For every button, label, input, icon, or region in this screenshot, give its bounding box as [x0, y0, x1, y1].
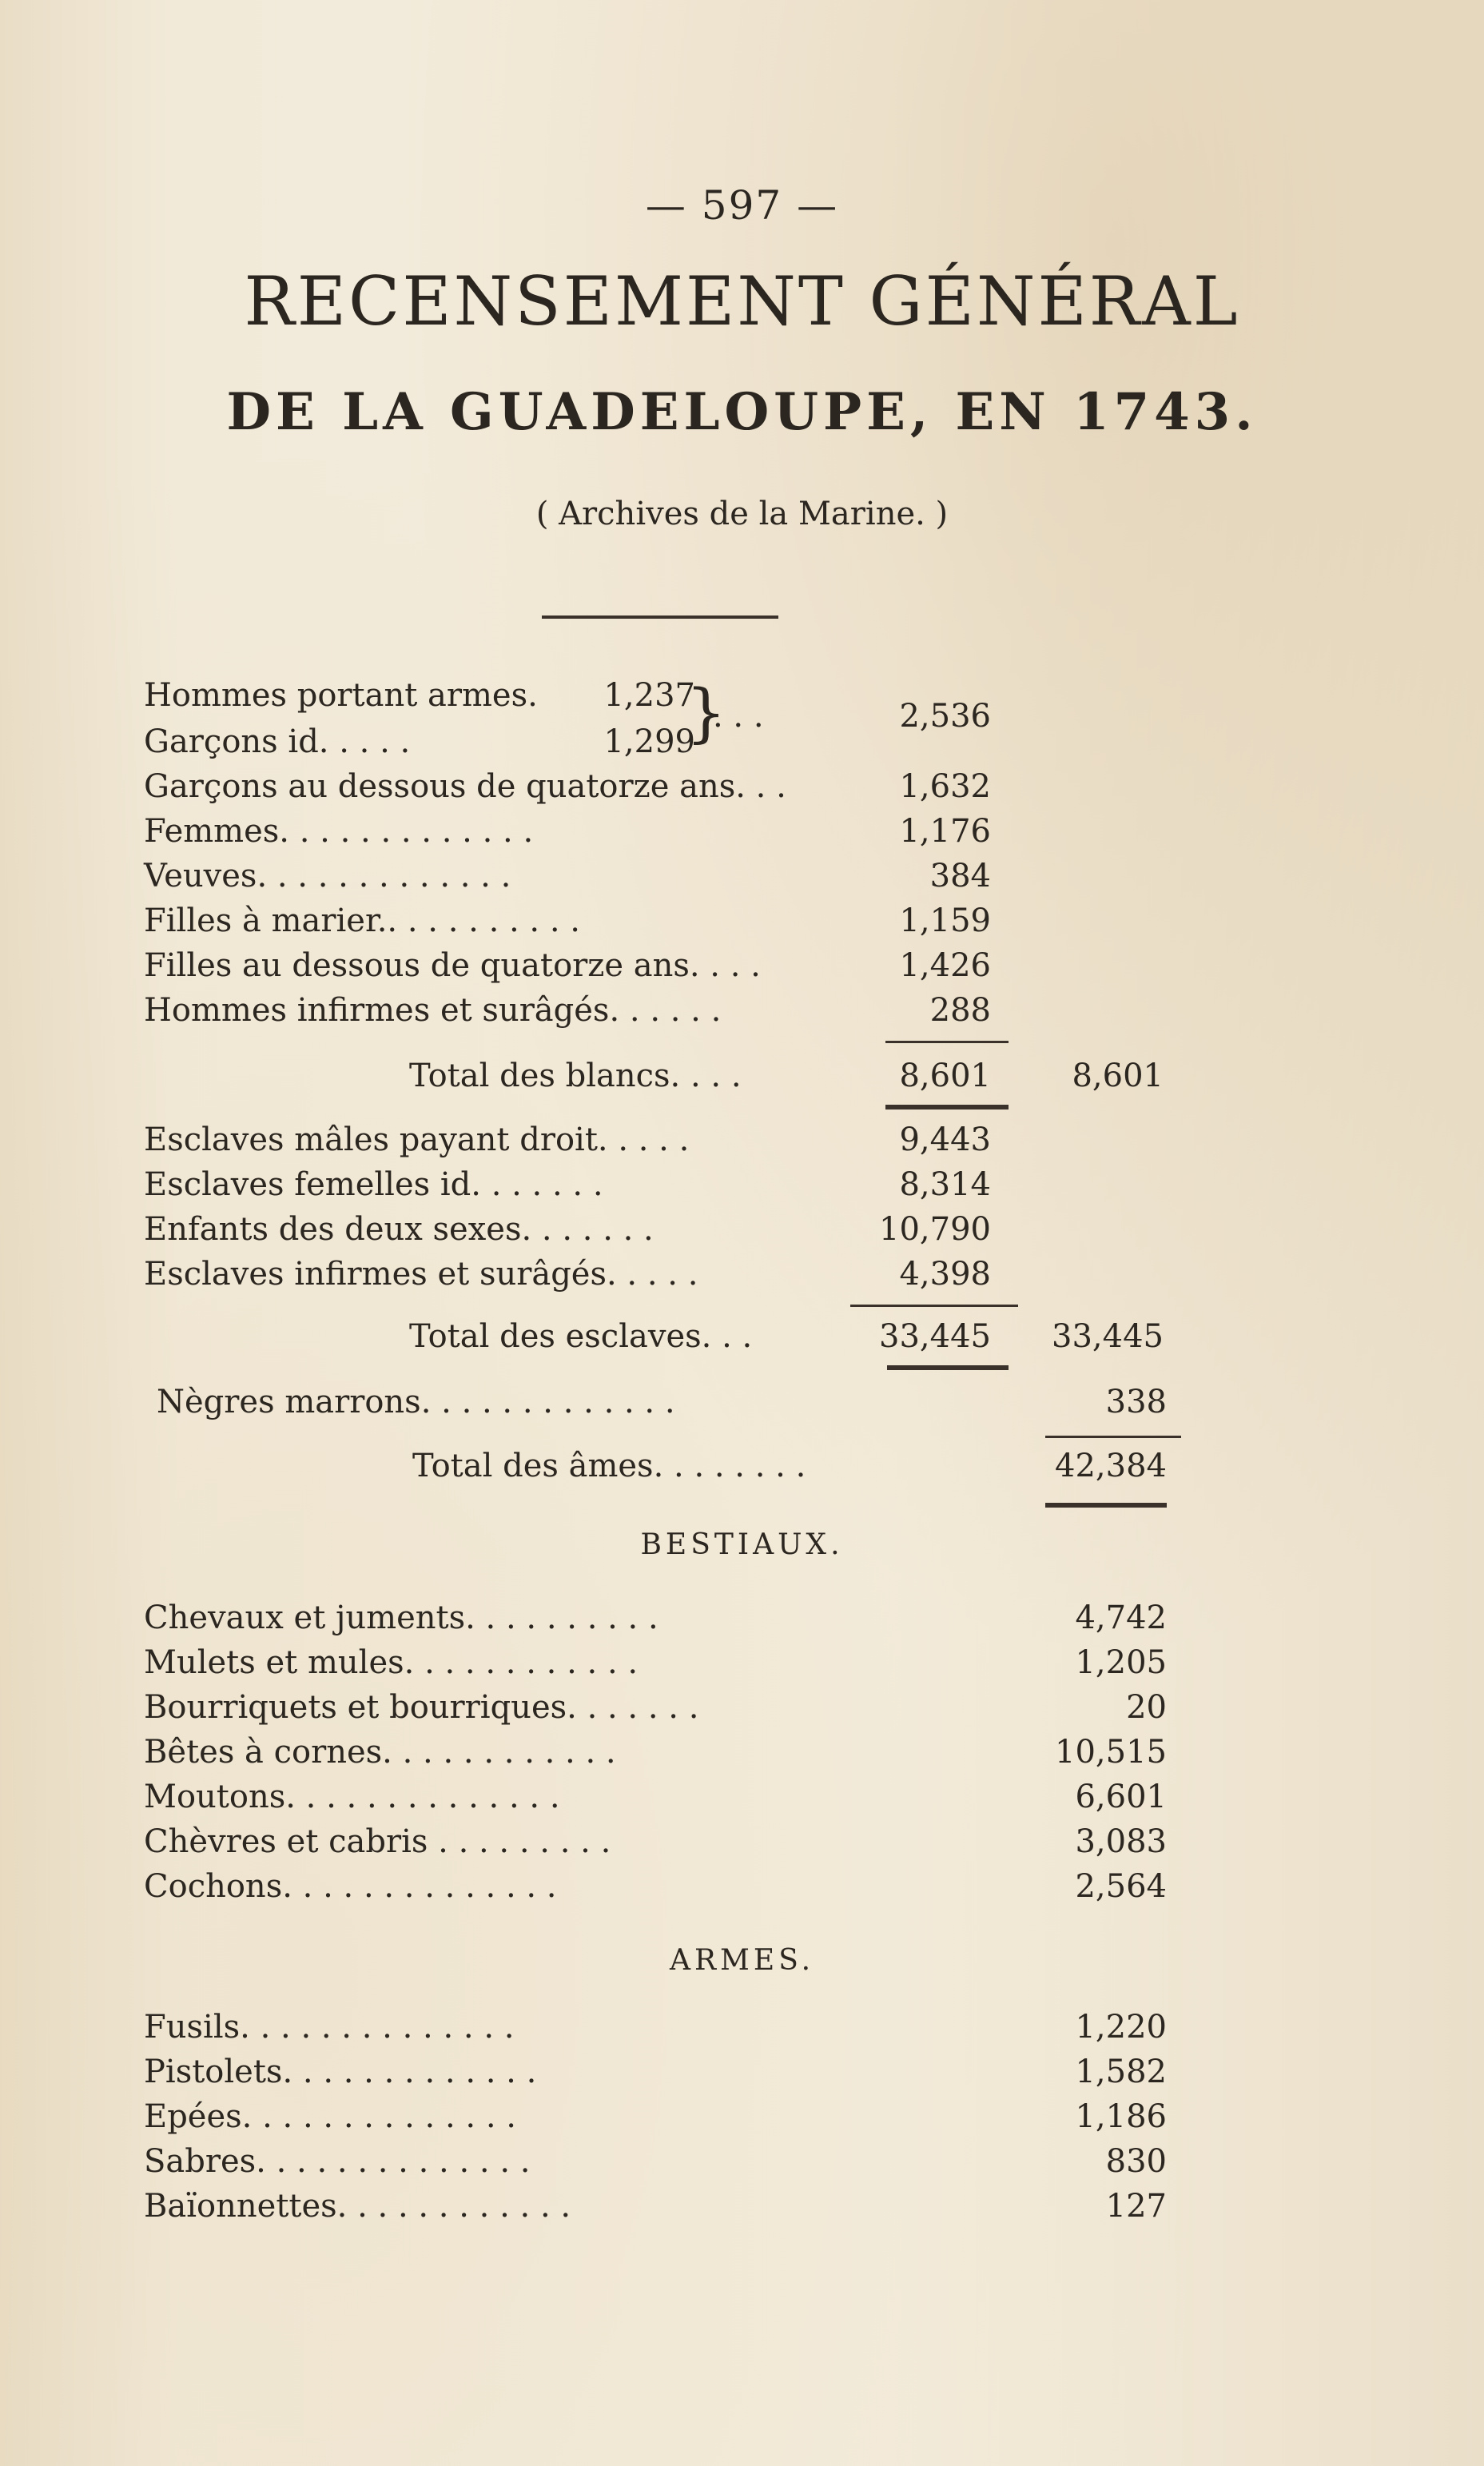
subtotal-rule — [885, 1041, 1009, 1043]
row-value: 1,582 — [1075, 2054, 1167, 2090]
table-row — [144, 2005, 1183, 2050]
table-row — [144, 2050, 1183, 2094]
row-value: 9,443 — [899, 1121, 991, 1158]
brace-dots: . . . — [713, 698, 764, 735]
table-row — [144, 719, 1183, 764]
table-row — [144, 1117, 1183, 1162]
row-label: Cochons. . . . . . . . . . . . . . — [144, 1868, 557, 1905]
row-value: 10,515 — [1055, 1734, 1167, 1771]
table-row — [144, 1685, 1183, 1730]
title-line-2: DE LA GUADELOUPE, EN 1743. — [226, 382, 1258, 442]
row-value: 1,237 — [603, 677, 695, 714]
row-label: Moutons. . . . . . . . . . . . . . — [144, 1779, 560, 1815]
row-label: Garçons au dessous de quatorze ans. . . — [144, 768, 786, 805]
row-value: 1,159 — [899, 902, 991, 939]
total-souls-value: 42,384 — [1055, 1448, 1167, 1484]
table-row — [144, 1640, 1183, 1685]
maroons-label: Nègres marrons. . . . . . . . . . . . . — [157, 1384, 675, 1420]
grand-total-rule — [1045, 1436, 1181, 1438]
table-row — [144, 809, 1183, 854]
row-label: Filles au dessous de quatorze ans. . . . — [144, 947, 761, 984]
row-value: 1,186 — [1075, 2098, 1167, 2135]
row-label: Pistolets. . . . . . . . . . . . . — [144, 2054, 537, 2090]
row-label: Bourriquets et bourriques. . . . . . . — [144, 1689, 699, 1726]
row-label: Filles à marier.. . . . . . . . . . — [144, 902, 580, 939]
table-row — [144, 1596, 1183, 1640]
table-row — [144, 1775, 1183, 1819]
row-label: Esclaves femelles id. . . . . . . — [144, 1166, 603, 1203]
table-row — [144, 673, 1183, 718]
double-rule — [887, 1365, 1009, 1370]
row-value: 384 — [929, 858, 991, 894]
title-line-1: RECENSEMENT GÉNÉRAL — [244, 262, 1240, 341]
row-value: 1,632 — [899, 768, 991, 805]
row-label: Baïonnettes. . . . . . . . . . . . — [144, 2188, 571, 2225]
table-row — [144, 2094, 1183, 2139]
row-value: 4,398 — [899, 1256, 991, 1293]
arms-heading: ARMES. — [669, 1944, 815, 1977]
row-value: 127 — [1105, 2188, 1167, 2225]
row-label: Bêtes à cornes. . . . . . . . . . . . — [144, 1734, 616, 1771]
page-number: — 597 — — [645, 182, 839, 229]
table-row — [144, 1864, 1183, 1909]
row-label: Fusils. . . . . . . . . . . . . . — [144, 2009, 515, 2046]
row-value: 8,314 — [899, 1166, 991, 1203]
row-label: Sabres. . . . . . . . . . . . . . — [144, 2143, 531, 2180]
row-label: Mulets et mules. . . . . . . . . . . . — [144, 1644, 639, 1681]
row-label: Chevaux et juments. . . . . . . . . . — [144, 1600, 658, 1636]
table-row — [144, 1819, 1183, 1864]
row-label: Femmes. . . . . . . . . . . . . — [144, 813, 534, 850]
row-value: 1,176 — [899, 813, 991, 850]
row-label: Chèvres et cabris . . . . . . . . . — [144, 1823, 611, 1860]
total-slaves-value: 33,445 — [879, 1318, 991, 1355]
total-slaves-label: Total des esclaves. . . — [409, 1318, 753, 1355]
row-value: 3,083 — [1075, 1823, 1167, 1860]
maroons-value: 338 — [1105, 1384, 1167, 1420]
total-slaves-carry: 33,445 — [1052, 1318, 1164, 1355]
row-value: 2,564 — [1075, 1868, 1167, 1905]
double-rule — [885, 1105, 1009, 1110]
row-value: 1,205 — [1075, 1644, 1167, 1681]
row-label: Hommes infirmes et surâgés. . . . . . — [144, 992, 722, 1029]
row-value: 830 — [1105, 2143, 1167, 2180]
row-value: 1,426 — [899, 947, 991, 984]
row-value: 6,601 — [1075, 1779, 1167, 1815]
row-label: Epées. . . . . . . . . . . . . . — [144, 2098, 516, 2135]
row-value: 1,220 — [1075, 2009, 1167, 2046]
table-row — [144, 1207, 1183, 1252]
subtotal-rule — [850, 1305, 1018, 1307]
row-value: 4,742 — [1075, 1600, 1167, 1636]
double-rule — [1045, 1503, 1167, 1508]
row-label: Veuves. . . . . . . . . . . . . — [144, 858, 511, 894]
row-value: 1,299 — [603, 723, 695, 760]
total-whites-value: 8,601 — [899, 1058, 991, 1094]
table-row — [144, 1730, 1183, 1775]
title-divider — [542, 616, 778, 619]
table-row — [144, 2184, 1183, 2229]
row-label: Esclaves infirmes et surâgés. . . . . — [144, 1256, 698, 1293]
total-souls-label: Total des âmes. . . . . . . . — [412, 1448, 806, 1484]
table-row — [144, 764, 1183, 809]
table-row — [144, 898, 1183, 943]
brace-mark: } — [686, 675, 726, 750]
row-label: Garçons id. . . . . — [144, 723, 411, 760]
braced-total: 2,536 — [899, 698, 991, 735]
row-label: Esclaves mâles payant droit. . . . . — [144, 1121, 690, 1158]
total-whites-carry: 8,601 — [1072, 1058, 1164, 1094]
row-label: Hommes portant armes. — [144, 677, 538, 714]
table-row — [144, 854, 1183, 898]
table-row — [144, 2139, 1183, 2184]
row-label: Enfants des deux sexes. . . . . . . — [144, 1211, 654, 1248]
table-row — [144, 988, 1183, 1033]
table-row — [144, 1162, 1183, 1207]
row-value: 10,790 — [879, 1211, 991, 1248]
livestock-heading: BESTIAUX. — [640, 1528, 844, 1561]
table-row — [144, 943, 1183, 988]
row-value: 20 — [1126, 1689, 1167, 1726]
source-note: ( Archives de la Marine. ) — [535, 496, 949, 532]
table-row — [144, 1252, 1183, 1297]
row-value: 288 — [929, 992, 991, 1029]
total-whites-label: Total des blancs. . . . — [409, 1058, 742, 1094]
